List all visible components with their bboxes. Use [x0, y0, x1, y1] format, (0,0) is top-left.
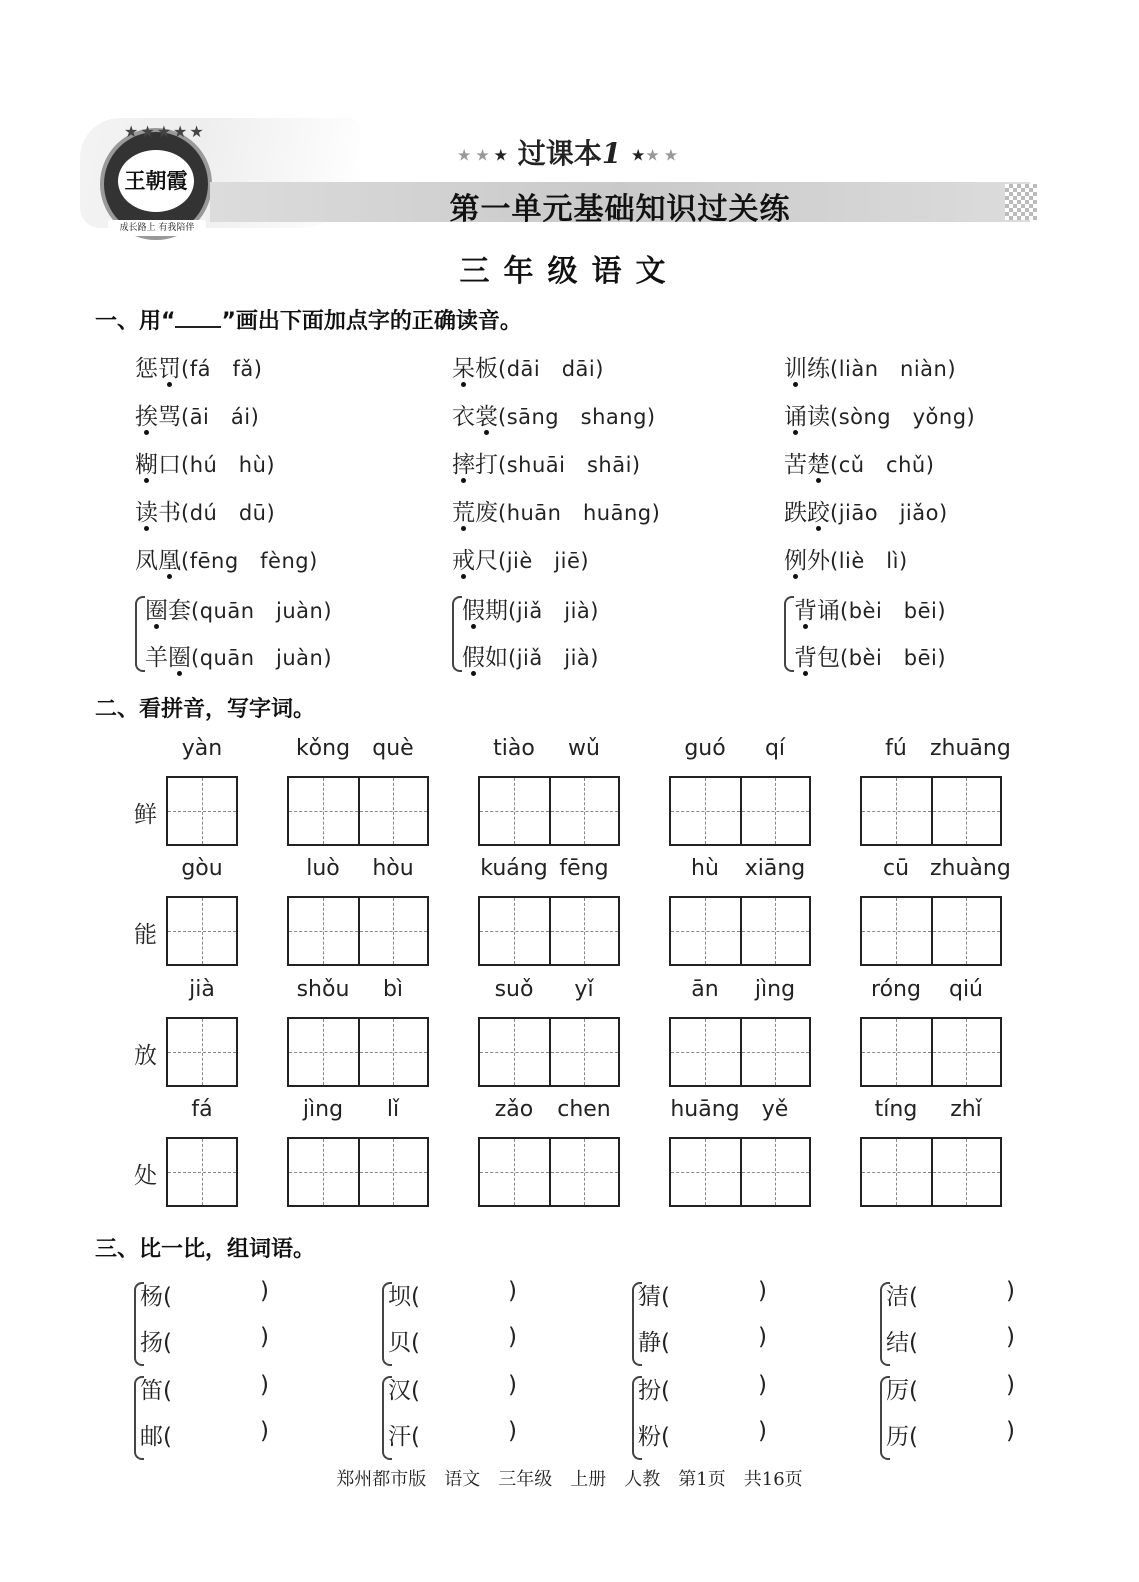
- page-subtitle: 三年级语文: [459, 254, 680, 289]
- compare-item[interactable]: [140, 1372, 269, 1405]
- close-paren: ): [758, 1418, 767, 1444]
- pinyin-label: lǐ: [386, 1097, 400, 1122]
- pinyin-item: [462, 592, 599, 625]
- pinyin-label: qiú: [948, 977, 984, 1002]
- pinyin-label: zhuāng: [930, 736, 1011, 761]
- section1-title: [95, 304, 522, 335]
- writing-cell[interactable]: [289, 898, 358, 964]
- pinyin-label: yàn: [181, 736, 223, 761]
- close-paren: ): [1006, 1372, 1015, 1398]
- pinyin-item-options: (bèi bēi): [840, 599, 947, 623]
- writing-cell[interactable]: [358, 1139, 427, 1205]
- pinyin-item-options: (dú dū): [181, 501, 276, 525]
- pinyin-item-word: 假期: [462, 598, 508, 624]
- section3-title: 三、比一比，组词语。: [95, 1237, 316, 1262]
- underline-blank: [175, 310, 221, 328]
- emphasis-dot: [816, 526, 821, 531]
- top-label-text: 过课本: [517, 137, 602, 170]
- pinyin-label: zhuàng: [930, 856, 1011, 881]
- pinyin-label: xiāng: [744, 856, 806, 881]
- compare-item[interactable]: [140, 1278, 269, 1311]
- close-paren: ): [260, 1418, 269, 1444]
- pinyin-item-word: 凤凰: [135, 548, 181, 574]
- emphasis-dot: [484, 430, 489, 435]
- writing-cell[interactable]: [740, 1019, 809, 1085]
- writing-cell[interactable]: [480, 898, 549, 964]
- emphasis-dot: [144, 430, 149, 435]
- pinyin-item-word: 苦楚: [784, 452, 830, 478]
- pinyin-item: [784, 542, 908, 575]
- pinyin-item-options: (jiǎ jià): [508, 646, 599, 670]
- pinyin-item: [784, 350, 956, 383]
- pinyin-label: zǎo: [494, 1097, 534, 1122]
- compare-item[interactable]: [638, 1418, 767, 1451]
- logo-text: 王朝霞: [118, 150, 194, 212]
- writing-cell[interactable]: [740, 778, 809, 844]
- writing-cell[interactable]: [480, 778, 549, 844]
- pair-brace: [135, 596, 145, 672]
- writing-cell[interactable]: [480, 1019, 549, 1085]
- writing-grid[interactable]: [860, 1017, 1002, 1087]
- writing-cell[interactable]: [862, 898, 931, 964]
- close-paren: ): [758, 1278, 767, 1304]
- writing-grid[interactable]: [478, 1017, 620, 1087]
- pinyin-label: yǐ: [574, 977, 594, 1002]
- section1-title-pre: 一、用“: [95, 309, 176, 334]
- emphasis-dot: [177, 671, 182, 676]
- pinyin-item-options: (fá fǎ): [181, 357, 263, 381]
- writing-cell[interactable]: [168, 1019, 236, 1085]
- close-paren: ): [508, 1372, 517, 1398]
- top-label-number: 1: [601, 137, 622, 170]
- pinyin-item: [452, 542, 589, 575]
- pinyin-item-options: (jiǎ jià): [508, 599, 599, 623]
- pair-brace: [452, 596, 462, 672]
- close-paren: ): [1006, 1418, 1015, 1444]
- pinyin-item: [794, 639, 946, 672]
- pinyin-item-word: 挨骂: [135, 404, 181, 430]
- compare-item[interactable]: [140, 1418, 269, 1451]
- compare-item[interactable]: [886, 1372, 1015, 1405]
- compare-char: 静(: [638, 1330, 670, 1356]
- pinyin-label: wǔ: [568, 736, 600, 761]
- compare-char: 坝(: [388, 1284, 420, 1310]
- compare-item[interactable]: [140, 1324, 269, 1357]
- writing-cell[interactable]: [671, 1019, 740, 1085]
- page-title: 第一单元基础知识过关练: [449, 192, 791, 227]
- pinyin-item-word: 读书: [135, 500, 181, 526]
- writing-grid[interactable]: [669, 896, 811, 966]
- writing-cell[interactable]: [480, 1139, 549, 1205]
- pinyin-label: róng: [871, 977, 921, 1002]
- pinyin-label: bì: [382, 977, 404, 1002]
- emphasis-dot: [144, 478, 149, 483]
- pinyin-label: fá: [191, 1097, 213, 1122]
- compare-char: 洁(: [886, 1284, 918, 1310]
- writing-cell[interactable]: [671, 1139, 740, 1205]
- pinyin-label: shǒu: [296, 977, 350, 1002]
- pinyin-item-word: 呆板: [452, 356, 498, 382]
- stars-left-icon: ★★: [456, 145, 494, 165]
- pinyin-label: suǒ: [494, 977, 534, 1002]
- writing-grid[interactable]: [860, 896, 1002, 966]
- pinyin-item-options: (quān juàn): [191, 599, 333, 623]
- logo-stars: ★★★★★: [124, 122, 206, 141]
- emphasis-dot: [154, 624, 159, 629]
- pinyin-item-word: 诵读: [784, 404, 830, 430]
- pinyin-item-options: (shuāi shāi): [498, 453, 641, 477]
- compare-item[interactable]: [886, 1324, 1015, 1357]
- pinyin-item-word: 背诵: [794, 598, 840, 624]
- pinyin-label: jià: [189, 977, 215, 1002]
- emphasis-dot: [144, 526, 149, 531]
- pinyin-item-options: (āi ái): [181, 405, 260, 429]
- pinyin-label: qí: [764, 736, 786, 761]
- pinyin-item-word: 训练: [784, 356, 830, 382]
- pinyin-label: què: [372, 736, 414, 761]
- emphasis-dot: [461, 478, 466, 483]
- pinyin-item: [145, 639, 332, 672]
- pinyin-item-word: 惩罚: [135, 356, 181, 382]
- emphasis-dot: [461, 526, 466, 531]
- lead-character: 能: [134, 922, 157, 948]
- writing-cell[interactable]: [931, 1019, 1000, 1085]
- writing-grid[interactable]: [478, 776, 620, 846]
- emphasis-dot: [167, 382, 172, 387]
- compare-item[interactable]: [388, 1324, 517, 1357]
- writing-cell[interactable]: [671, 898, 740, 964]
- pinyin-item-options: (jiè jiē): [498, 549, 590, 573]
- pinyin-label: kuáng: [480, 856, 548, 881]
- pinyin-item: [145, 592, 332, 625]
- pinyin-item: [135, 350, 262, 383]
- writing-cell[interactable]: [931, 1139, 1000, 1205]
- pinyin-label: tiào: [493, 736, 535, 761]
- compare-item[interactable]: [886, 1418, 1015, 1451]
- pinyin-label: zhǐ: [950, 1097, 982, 1122]
- close-paren: ): [758, 1372, 767, 1398]
- pinyin-item: [784, 494, 948, 527]
- writing-cell[interactable]: [168, 1139, 236, 1205]
- writing-cell[interactable]: [740, 898, 809, 964]
- pinyin-label: guó: [684, 736, 726, 761]
- pinyin-item: [452, 350, 604, 383]
- close-paren: ): [508, 1278, 517, 1304]
- pinyin-item-options: (dāi dāi): [498, 357, 604, 381]
- pinyin-label: fú: [885, 736, 907, 761]
- compare-char: 扮(: [638, 1378, 670, 1404]
- pair-brace: [784, 596, 794, 672]
- pinyin-item-word: 摔打: [452, 452, 498, 478]
- writing-grid[interactable]: [478, 1137, 620, 1207]
- compare-char: 扬(: [140, 1330, 172, 1356]
- logo-banner: 成长路上 有我陪伴: [108, 220, 206, 236]
- pinyin-label: huāng: [670, 1097, 740, 1122]
- pinyin-label: fēng: [559, 856, 609, 881]
- writing-cell[interactable]: [931, 778, 1000, 844]
- pinyin-item-options: (cǔ chǔ): [830, 453, 935, 477]
- writing-cell[interactable]: [549, 778, 618, 844]
- pinyin-item: [462, 639, 599, 672]
- close-paren: ): [508, 1324, 517, 1350]
- pinyin-label: jìng: [302, 1097, 344, 1122]
- writing-cell[interactable]: [289, 1019, 358, 1085]
- stars-right-icon: ★★: [645, 145, 683, 165]
- pinyin-item-options: (jiāo jiǎo): [830, 501, 948, 525]
- writing-cell[interactable]: [862, 778, 931, 844]
- close-paren: ): [758, 1324, 767, 1350]
- compare-item[interactable]: [388, 1372, 517, 1405]
- pinyin-item-options: (sāng shang): [498, 405, 656, 429]
- pinyin-item-options: (liàn niàn): [830, 357, 957, 381]
- writing-grid[interactable]: [860, 776, 1002, 846]
- writing-grid[interactable]: [287, 1017, 429, 1087]
- pinyin-item-word: 假如: [462, 645, 508, 671]
- pinyin-item-word: 衣裳: [452, 404, 498, 430]
- close-paren: ): [260, 1372, 269, 1398]
- pinyin-item-word: 糊口: [135, 452, 181, 478]
- close-paren: ): [260, 1278, 269, 1304]
- close-paren: ): [508, 1418, 517, 1444]
- pinyin-item: [135, 398, 259, 431]
- writing-cell[interactable]: [358, 1019, 427, 1085]
- pinyin-label: kǒng: [295, 736, 351, 761]
- writing-cell[interactable]: [358, 898, 427, 964]
- pinyin-item-word: 例外: [784, 548, 830, 574]
- emphasis-dot: [816, 478, 821, 483]
- writing-cell[interactable]: [931, 898, 1000, 964]
- emphasis-dot: [803, 671, 808, 676]
- writing-grid[interactable]: [287, 1137, 429, 1207]
- pinyin-item-word: 荒废: [452, 500, 498, 526]
- writing-cell[interactable]: [862, 1139, 931, 1205]
- pinyin-item-options: (liè lì): [830, 549, 908, 573]
- writing-cell[interactable]: [289, 778, 358, 844]
- pinyin-label: gòu: [181, 856, 223, 881]
- compare-char: 杨(: [140, 1284, 172, 1310]
- compare-char: 笛(: [140, 1378, 172, 1404]
- compare-item[interactable]: [638, 1278, 767, 1311]
- pinyin-item: [135, 494, 275, 527]
- pinyin-label: jìng: [754, 977, 796, 1002]
- pinyin-item: [784, 446, 934, 479]
- emphasis-dot: [793, 574, 798, 579]
- writing-grid[interactable]: [166, 1017, 238, 1087]
- writing-grid[interactable]: [669, 1137, 811, 1207]
- close-paren: ): [1006, 1324, 1015, 1350]
- compare-item[interactable]: [388, 1418, 517, 1451]
- pinyin-item-options: (fēng fèng): [181, 549, 318, 573]
- writing-grid[interactable]: [287, 896, 429, 966]
- writing-grid[interactable]: [166, 896, 238, 966]
- compare-item[interactable]: [638, 1372, 767, 1405]
- compare-item[interactable]: [886, 1278, 1015, 1311]
- pinyin-label: tíng: [874, 1097, 918, 1122]
- lead-character: 处: [134, 1163, 157, 1189]
- pinyin-item-word: 圈套: [145, 598, 191, 624]
- compare-item[interactable]: [388, 1278, 517, 1311]
- writing-cell[interactable]: [671, 778, 740, 844]
- writing-cell[interactable]: [549, 898, 618, 964]
- pinyin-item: [452, 446, 641, 479]
- emphasis-dot: [793, 430, 798, 435]
- pinyin-item: [784, 398, 975, 431]
- emphasis-dot: [793, 382, 798, 387]
- writing-grid[interactable]: [860, 1137, 1002, 1207]
- compare-char: 猜(: [638, 1284, 670, 1310]
- pinyin-label: hòu: [372, 856, 414, 881]
- pinyin-item-options: (quān juàn): [191, 646, 333, 670]
- pinyin-label: ān: [691, 977, 719, 1002]
- section1-title-post: ”画出下面加点字的正确读音。: [221, 309, 522, 334]
- compare-char: 汉(: [388, 1378, 420, 1404]
- lead-character: 鲜: [134, 802, 157, 828]
- writing-cell[interactable]: [862, 1019, 931, 1085]
- pinyin-item-word: 跌跤: [784, 500, 830, 526]
- emphasis-dot: [461, 382, 466, 387]
- writing-grid[interactable]: [669, 776, 811, 846]
- compare-char: 贝(: [388, 1330, 420, 1356]
- pinyin-item: [452, 398, 656, 431]
- writing-cell[interactable]: [168, 898, 236, 964]
- writing-cell[interactable]: [549, 1139, 618, 1205]
- pinyin-label: chen: [557, 1097, 611, 1122]
- close-paren: ): [260, 1324, 269, 1350]
- writing-cell[interactable]: [289, 1139, 358, 1205]
- writing-grid[interactable]: [478, 896, 620, 966]
- pinyin-item: [794, 592, 946, 625]
- pinyin-item-options: (sòng yǒng): [830, 405, 976, 429]
- compare-char: 邮(: [140, 1424, 172, 1450]
- pinyin-item: [135, 542, 318, 575]
- pinyin-item-options: (huān huāng): [498, 501, 661, 525]
- compare-char: 结(: [886, 1330, 918, 1356]
- emphasis-dot: [803, 624, 808, 629]
- pinyin-item-word: 戒尺: [452, 548, 498, 574]
- section2-title: 二、看拼音，写字词。: [95, 697, 316, 722]
- pinyin-item-word: 羊圈: [145, 645, 191, 671]
- writing-grid[interactable]: [287, 776, 429, 846]
- writing-grid[interactable]: [166, 1137, 238, 1207]
- pinyin-item-word: 背包: [794, 645, 840, 671]
- top-label: ★★★ 过课本1 ★★★: [456, 137, 683, 170]
- compare-char: 厉(: [886, 1378, 918, 1404]
- emphasis-dot: [167, 574, 172, 579]
- close-paren: ): [1006, 1278, 1015, 1304]
- compare-item[interactable]: [638, 1324, 767, 1357]
- writing-cell[interactable]: [358, 778, 427, 844]
- pinyin-label: yě: [761, 1097, 789, 1122]
- compare-char: 粉(: [638, 1424, 670, 1450]
- compare-char: 汗(: [388, 1424, 420, 1450]
- pinyin-item: [452, 494, 660, 527]
- writing-grid[interactable]: [166, 776, 238, 846]
- writing-cell[interactable]: [168, 778, 236, 844]
- pinyin-item-options: (hú hù): [181, 453, 276, 477]
- pinyin-item: [135, 446, 275, 479]
- pinyin-label: luò: [306, 856, 340, 881]
- page-footer: 郑州都市版 语文 三年级 上册 人教 第1页 共16页: [336, 1469, 803, 1490]
- emphasis-dot: [471, 671, 476, 676]
- writing-cell[interactable]: [740, 1139, 809, 1205]
- pinyin-label: cū: [882, 856, 910, 881]
- emphasis-dot: [461, 574, 466, 579]
- writing-grid[interactable]: [669, 1017, 811, 1087]
- emphasis-dot: [471, 624, 476, 629]
- compare-char: 历(: [886, 1424, 918, 1450]
- pinyin-item-options: (bèi bēi): [840, 646, 947, 670]
- pinyin-label: hù: [691, 856, 719, 881]
- lead-character: 放: [134, 1043, 157, 1069]
- writing-cell[interactable]: [549, 1019, 618, 1085]
